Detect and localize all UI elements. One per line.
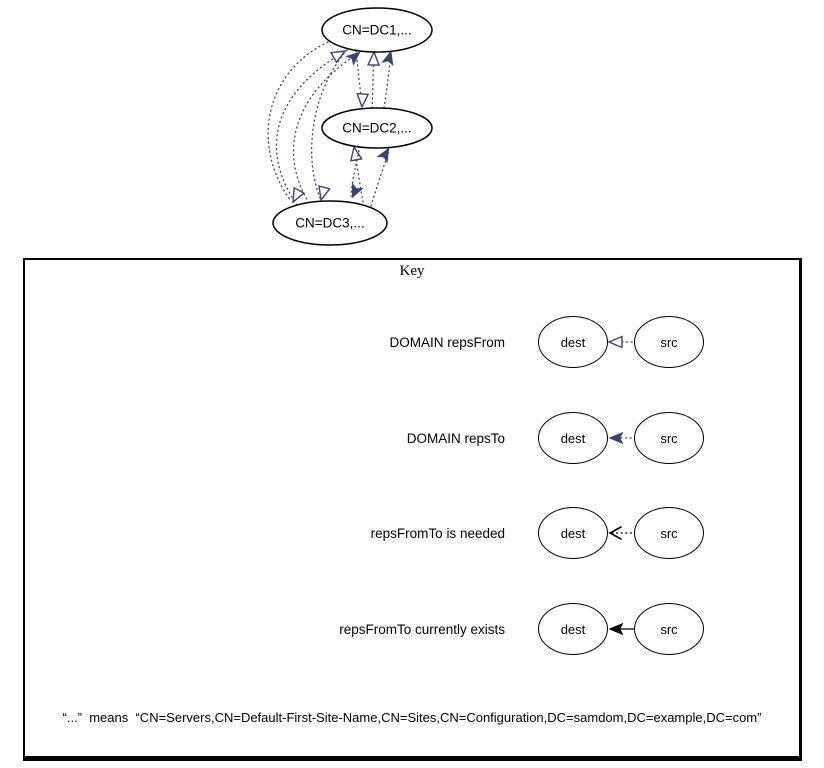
vee-arrowhead-icon: [610, 527, 621, 539]
graph-node-label: CN=DC3,...: [295, 215, 365, 231]
open-arrowhead-icon: [368, 52, 379, 65]
edge-dc3-dc2-repsto: [371, 145, 394, 206]
edge-arrow-icon: [608, 412, 634, 464]
key-row-label: repsFromTo is needed: [370, 525, 505, 541]
key-row-label: repsFromTo currently exists: [339, 621, 505, 637]
edge-dc2-dc1-repsto: [382, 49, 397, 108]
open-arrowhead-icon: [357, 94, 369, 108]
src-node: src: [634, 603, 704, 655]
edge-dc2-dc1-repsfrom: [368, 52, 379, 108]
key-row-domain-repsfrom: [25, 316, 704, 368]
edge-arrow-icon: [608, 603, 634, 655]
src-node: src: [634, 412, 704, 464]
graph-node-dc1: [322, 8, 432, 52]
graph-node-label: CN=DC2,...: [342, 120, 412, 136]
key-box: [23, 258, 802, 761]
replication-graph: [0, 0, 824, 256]
dest-node: dest: [538, 603, 608, 655]
key-row-domain-repsto: [25, 412, 704, 464]
edge-dc1-dc2-repsfrom: [356, 51, 368, 107]
filled-arrowhead-icon: [347, 183, 363, 200]
dest-node: dest: [538, 316, 608, 368]
dest-node: dest: [538, 412, 608, 464]
legend-note: “...” means “CN=Servers,CN=Default-First-Site-Name,CN=Sites,CN=Configuration,DC=samdom,DC=example,DC=com”: [62, 710, 762, 725]
open-arrowhead-icon: [349, 146, 362, 161]
src-node: src: [634, 507, 704, 559]
src-node: src: [634, 316, 704, 368]
edge-arrow-icon: [608, 507, 634, 559]
key-title: Key: [399, 263, 425, 279]
graph-node-label: CN=DC1,...: [342, 22, 412, 38]
key-row-label: DOMAIN repsTo: [406, 430, 505, 446]
graph-node-dc2: [322, 108, 432, 148]
key-row-label: DOMAIN repsFrom: [389, 334, 505, 350]
open-arrowhead-icon: [609, 337, 622, 348]
key-row-repsfromto-needed: [25, 507, 704, 559]
key-row-repsfromto-exists: [25, 603, 704, 655]
open-arrowhead-icon: [288, 188, 304, 205]
dest-node: dest: [538, 507, 608, 559]
graph-node-dc3: [273, 201, 387, 245]
edge-arrow-icon: [608, 316, 634, 368]
